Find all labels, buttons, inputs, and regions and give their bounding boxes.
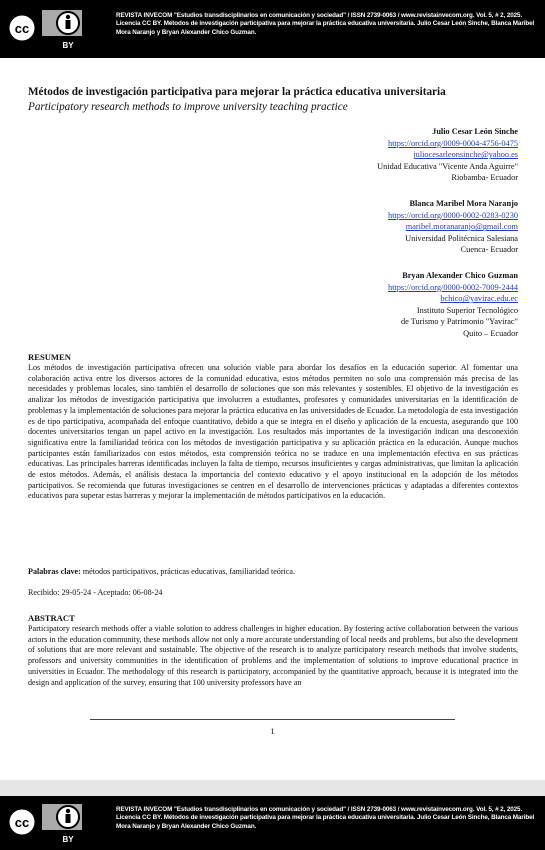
svg-text:BY: BY [62, 41, 74, 50]
author-name: Blanca Maribel Mora Naranjo [409, 199, 518, 208]
author-email-link[interactable]: bchico@yavirac.edu.ec [440, 294, 518, 304]
author-location: Cuenca- Ecuador [460, 245, 518, 255]
journal-header-band [0, 0, 545, 58]
svg-text:cc: cc [14, 21, 30, 36]
svg-text:cc: cc [14, 815, 30, 830]
author-block [388, 270, 518, 340]
journal-citation-text: REVISTA INVECOM "Estudios transdisciplinarios en comunicación y sociedad" / ISSN 2739-0063 / www.revistainvecom.org. Vol. 5, # 2, 2025. Licencia CC BY. Métodos de investigación participativa para mejorar la práctica educativa universitaria. Julio Cesar León Sinche, Blanca Maribel Mora Naranjo y Bryan Alexander Chico Guzman. [116, 806, 535, 830]
author-email-link[interactable]: juliocesarleonsinche@yahoo.es [413, 150, 518, 160]
footer-divider [90, 719, 455, 720]
journal-citation-text: REVISTA INVECOM "Estudios transdisciplinarios en comunicación y sociedad" / ISSN 2739-0063 / www.revistainvecom.org. Vol. 5, # 2, 2025. Licencia CC BY. Métodos de investigación participativa para mejorar la práctica educativa universitaria. Julio Cesar León Sinche, Blanca Maribel Mora Naranjo y Bryan Alexander Chico Guzman. [116, 12, 535, 36]
article-subtitle: Participatory research methods to improve university teaching practice [28, 101, 348, 113]
author-location: Riobamba- Ecuador [451, 173, 518, 183]
author-orcid-link[interactable]: https://orcid.org/0000-0002-0283-0230 [387, 210, 518, 220]
abstract-text: Participatory research methods offer a viable solution to address challenges in higher education. By fostering active collaboration between the various actors in the education community, these methods allow not only a more accurate understanding of local needs and problems, but also the development of solutions that are more relevant and sustainable. The objective of the research is to analyze participatory research methods that involve students, professors and university communities in the identification of problems and the implementation of solutions to improve educational practice in universities in Ecuador. The methodology of this research is participatory, accompanied by the quantitative approach, because it is integrated into the design and application of the survey, ensuring that 100 university professors have an [28, 624, 518, 687]
keywords-label: Palabras clave: [28, 567, 81, 576]
received-accepted-dates: Recibido: 29-05-24 - Aceptado: 06-08-24 [28, 588, 163, 597]
author-block [377, 126, 518, 184]
article-title: Métodos de investigación participativa para mejorar la práctica educativa universitaria [28, 86, 446, 98]
author-name: Julio Cesar León Sinche [432, 127, 518, 136]
author-location: Quito – Ecuador [463, 328, 518, 338]
abstract-heading: ABSTRACT [28, 613, 75, 623]
keywords-line [28, 567, 518, 576]
journal-header-band-next-page [0, 796, 545, 850]
author-orcid-link[interactable]: https://orcid.org/0000-0002-7009-2444 [387, 282, 518, 292]
resumen-heading: RESUMEN [28, 352, 71, 362]
resumen-text: Los métodos de investigación participativa ofrecen una solución viable para abordar los desafíos en la educación superior. Al fomentar una colaboración activa entre los diversos actores de la comunidad educativa, estos métodos permiten no solo una comprensión más precisa de las necesidades y problemas locales, sino también el desarrollo de soluciones que son más relevantes y sostenibles. El objetivo de la investigación es analizar los métodos de investigación participativa que involucren a estudiantes, profesores y comunidades universitarias en la identificación de problemas y la implementación de soluciones para mejorar la práctica educativa en las universidades de Ecuador. La metodología de esta investigación es de tipo participativa, acompañada del enfoque cuantitativo, debido a que se integra en el diseño y aplicación de la encuesta, asegurando que 100 docentes universitarios tengan un papel activo en la investigación. Los resultados más importantes de la investigación indican una desconexión significativa entre la familiaridad teórica con los métodos de investigación participativa y su aplicación práctica en la educación. Aunque muchos participantes están familiarizados con estos métodos, esta comprensión teórica no se traduce en una implementación efectiva en sus prácticas educativas. Las principales barreras identificadas incluyen la falta de tiempo, recursos insuficientes y cargas administrativas, que limitan la aplicación de estos métodos. Además, el análisis destaca la importancia del contexto educativo y el apoyo institucional en la adopción de los métodos participativos. Se recomienda que futuras investigaciones se centren en el desarrollo de intervenciones prácticas y adaptadas a diferentes contextos educativos para superar estas barreras y mejorar la implementación de métodos participativos en la educación. [28, 363, 518, 501]
keywords-text: métodos participativos, prácticas educativas, familiaridad teórica. [80, 567, 296, 576]
svg-text:BY: BY [62, 835, 74, 844]
author-affiliation: Unidad Educativa "Vicente Anda Aguirre" [377, 161, 518, 171]
cc-by-license-logo [6, 802, 86, 846]
author-affiliation: Instituto Superior Tecnológico [416, 305, 518, 315]
cc-by-license-logo [6, 8, 86, 52]
author-affiliation-line2: de Turismo y Patrimonio "Yavirac" [400, 317, 518, 327]
author-email-link[interactable]: maribel.moranaranjo@gmail.com [405, 222, 518, 232]
author-block [388, 198, 518, 256]
page-gap [0, 780, 545, 796]
author-name: Bryan Alexander Chico Guzman [402, 271, 518, 280]
page-number: 1 [270, 726, 275, 736]
author-affiliation: Universidad Politécnica Salesiana [405, 233, 518, 243]
author-orcid-link[interactable]: https://orcid.org/0009-0004-4756-0475 [387, 138, 518, 148]
